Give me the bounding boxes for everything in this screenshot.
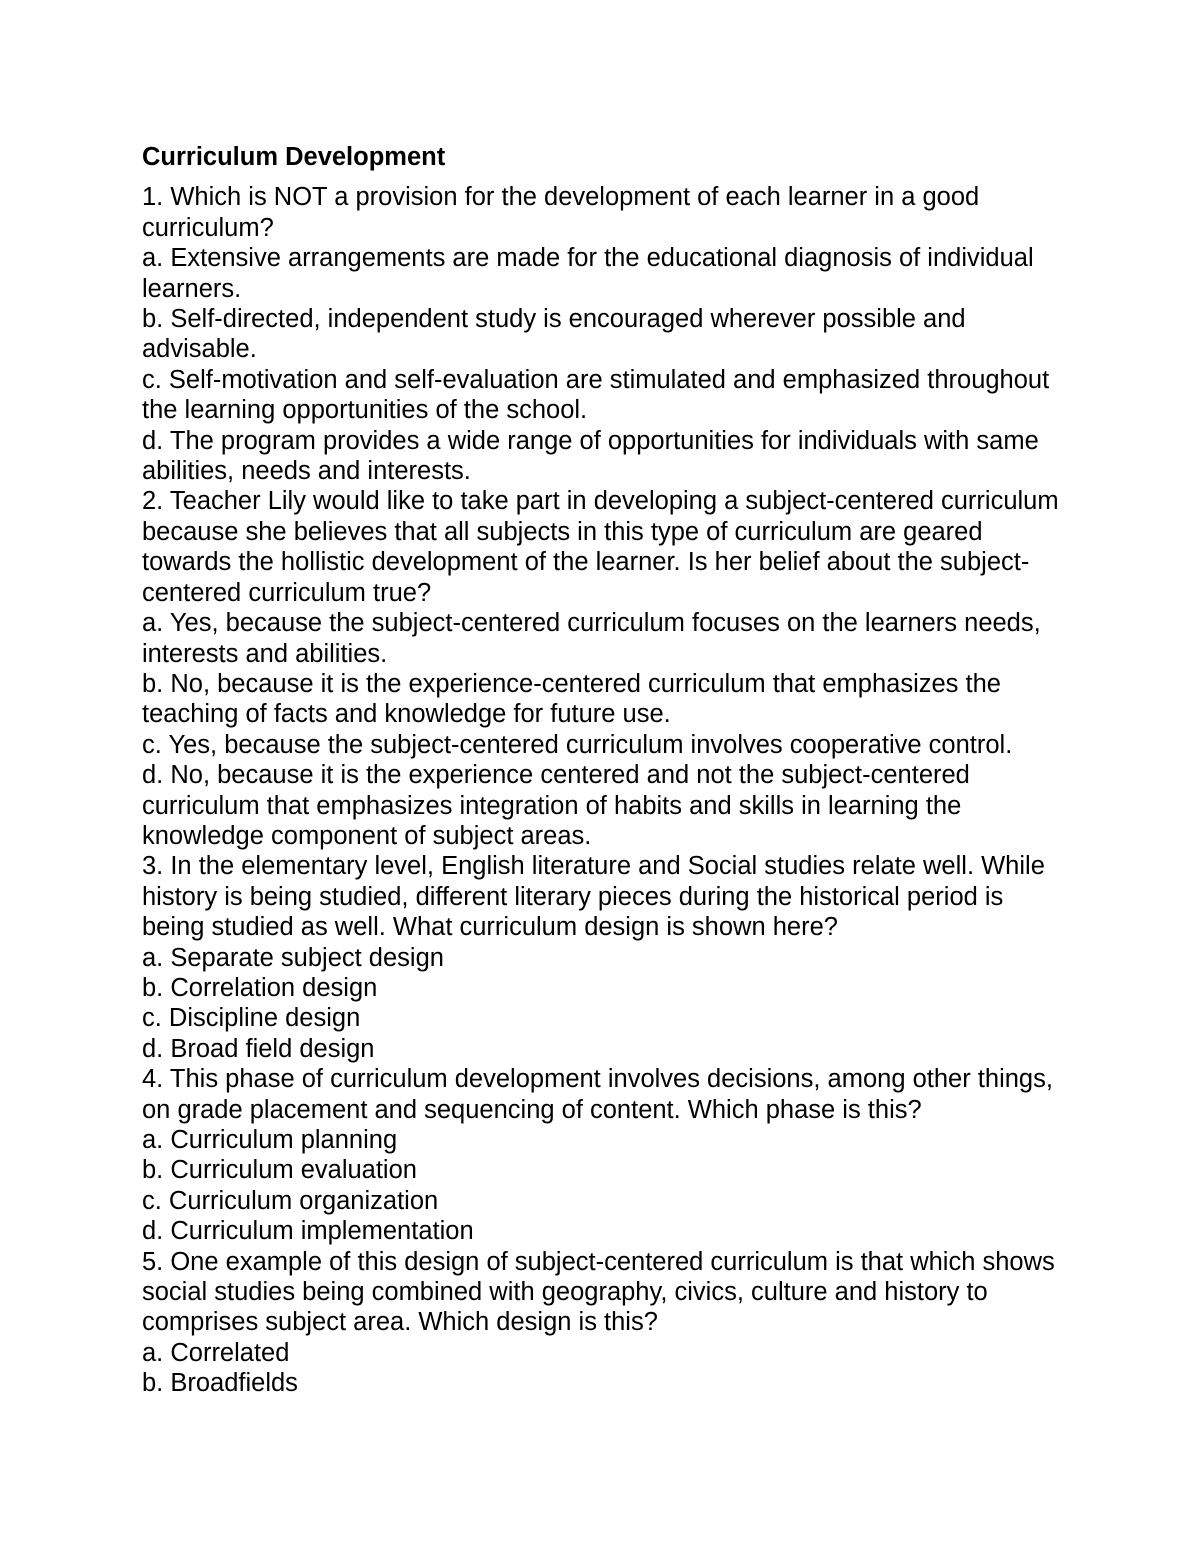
question-1-option-d: d. The program provides a wide range of opportunities for individuals with same abilities, needs and interests. bbox=[142, 426, 1039, 486]
question-4-option-c: c. Curriculum organization bbox=[142, 1186, 439, 1215]
question-3-option-c: c. Discipline design bbox=[142, 1004, 361, 1033]
question-2-option-d: d. No, because it is the experience centered and not the subject-centered curriculum that emphasizes integration of habits and skills in learning the knowledge component of subject areas. bbox=[142, 761, 970, 850]
question-3-option-b: b. Correlation design bbox=[142, 973, 378, 1002]
question-3-option-d: d. Broad field design bbox=[142, 1034, 375, 1063]
question-2-option-a: a. Yes, because the subject-centered curriculum focuses on the learners needs, interests and abilities. bbox=[142, 609, 1041, 668]
question-1-option-b: b. Self-directed, independent study is encouraged wherever possible and advisable. bbox=[142, 305, 966, 364]
question-3-option-a: a. Separate subject design bbox=[142, 943, 444, 972]
document-body bbox=[142, 142, 1072, 1399]
document-title: Curriculum Development bbox=[142, 143, 446, 171]
question-1-option-c: c. Self-motivation and self-evaluation are stimulated and emphasized throughout the learning opportunities of the school. bbox=[142, 365, 1050, 425]
question-3: 3. In the elementary level, English literature and Social studies relate well. While history is being studied, different literary pieces during the historical period is being studied as well. What curriculum design is shown here? bbox=[142, 852, 1045, 942]
question-5-option-b: b. Broadfields bbox=[142, 1369, 298, 1398]
question-1: 1. Which is NOT a provision for the development of each learner in a good curriculum? bbox=[142, 183, 980, 242]
question-4-option-d: d. Curriculum implementation bbox=[142, 1217, 474, 1246]
question-4-option-b: b. Curriculum evaluation bbox=[142, 1156, 417, 1185]
question-2: 2. Teacher Lily would like to take part in developing a subject-centered curriculum because she believes that all subjects in this type of curriculum are geared towards the hollistic development of the learner. Is her belief about the subject-centered curriculum true? bbox=[142, 487, 1059, 607]
question-5: 5. One example of this design of subject-centered curriculum is that which shows social studies being combined with geography, civics, culture and history to comprises subject area. Which design is this? bbox=[142, 1247, 1055, 1337]
question-4-option-a: a. Curriculum planning bbox=[142, 1126, 398, 1154]
question-5-option-a: a. Correlated bbox=[142, 1338, 290, 1367]
question-2-option-b: b. No, because it is the experience-centered curriculum that emphasizes the teaching of facts and knowledge for future use. bbox=[142, 669, 1001, 729]
question-1-option-a: a. Extensive arrangements are made for the educational diagnosis of individual learners. bbox=[142, 244, 1034, 303]
question-4: 4. This phase of curriculum development involves decisions, among other things, on grade placement and sequencing of content. Which phase is this? bbox=[142, 1065, 1053, 1124]
question-2-option-c: c. Yes, because the subject-centered curriculum involves cooperative control. bbox=[142, 730, 1013, 759]
